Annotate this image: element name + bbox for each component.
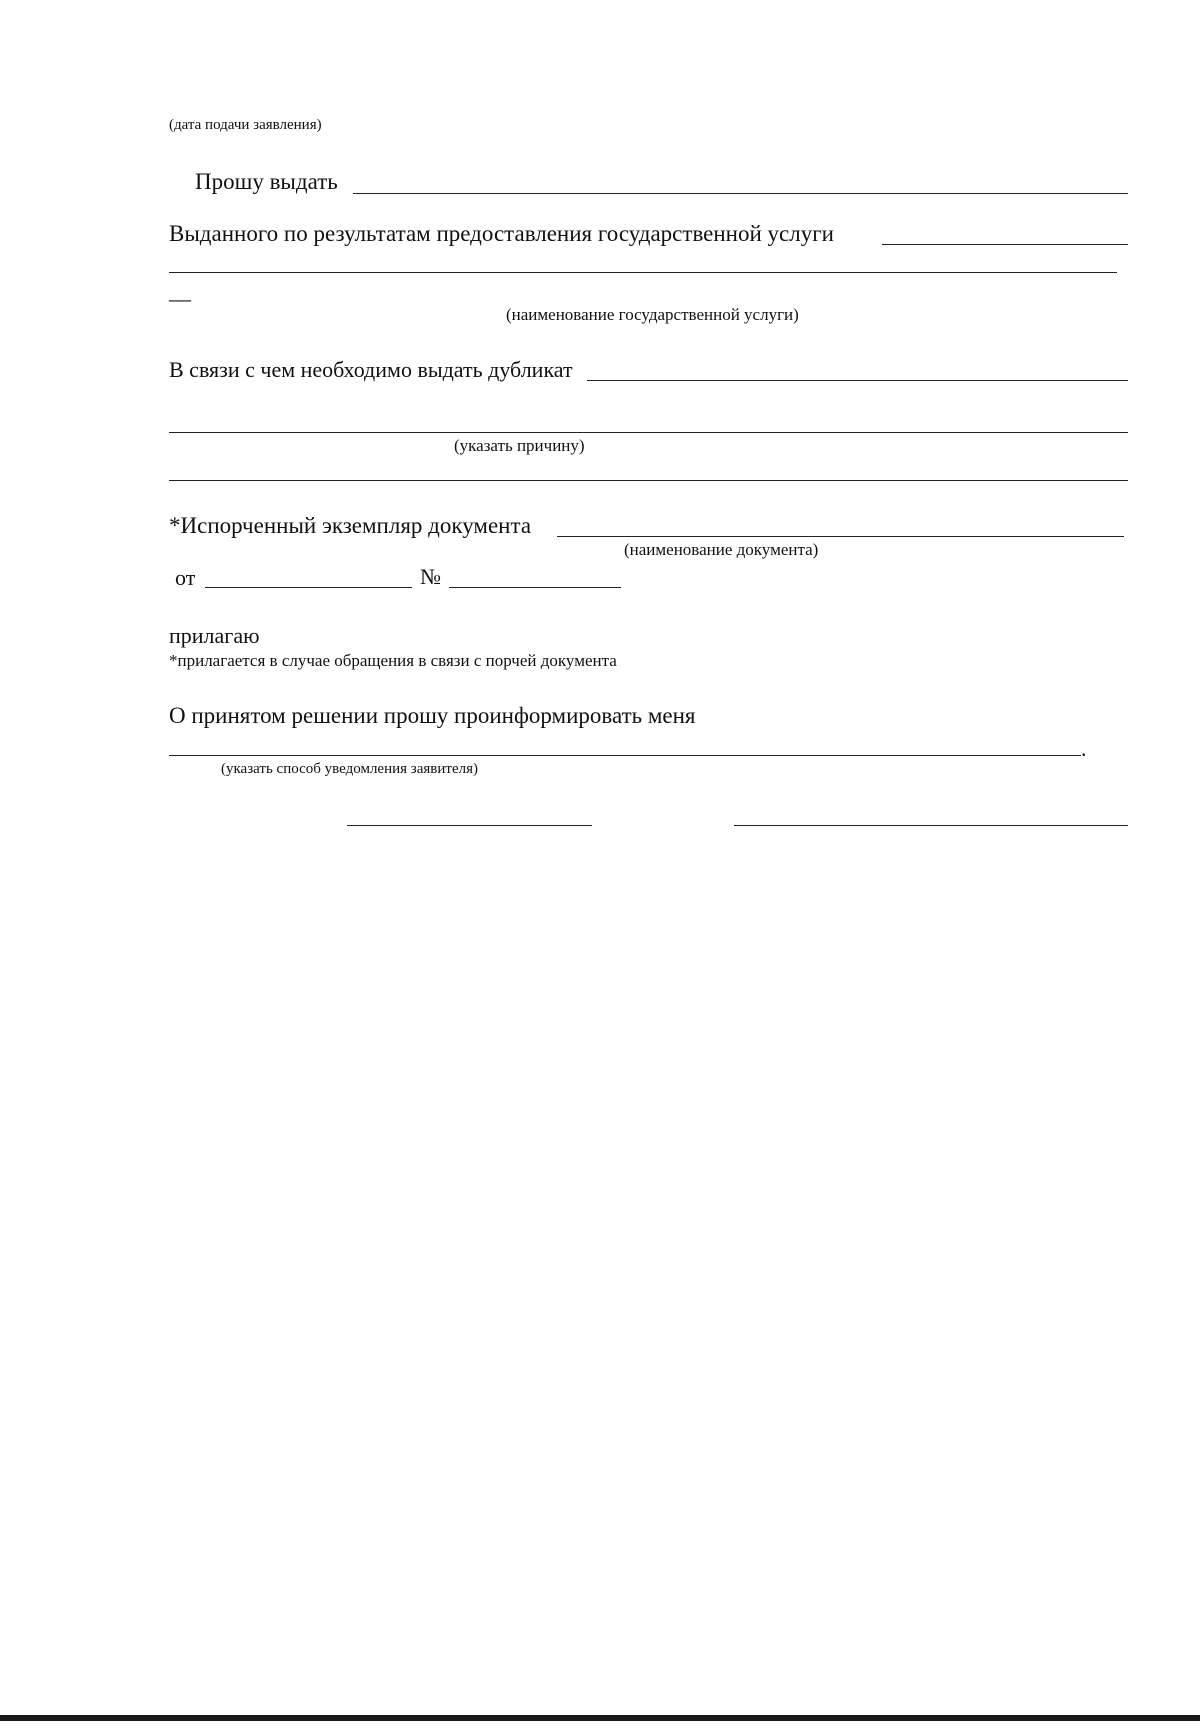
document-field-line[interactable] <box>557 536 1124 537</box>
service-field-line-2[interactable] <box>169 272 1117 273</box>
signature-line[interactable] <box>347 825 592 826</box>
date-caption: (дата подачи заявления) <box>169 117 322 133</box>
service-caption: (наименование государственной услуги) <box>506 305 799 324</box>
notify-field-line[interactable] <box>169 755 1081 756</box>
page-bottom-edge <box>0 1715 1200 1721</box>
notify-caption: (указать способ уведомления заявителя) <box>221 761 478 777</box>
duplicate-label: В связи с чем необходимо выдать дубликат <box>169 357 573 382</box>
request-field-line[interactable] <box>353 193 1128 194</box>
request-label: Прошу выдать <box>195 169 338 194</box>
service-field-line-1[interactable] <box>882 244 1128 245</box>
number-label: № <box>420 564 441 589</box>
issued-label: Выданного по результатам предоставления государственной услуги <box>169 221 834 246</box>
attach-label: прилагаю <box>169 623 260 648</box>
reason-caption: (указать причину) <box>454 436 585 455</box>
notify-label: О принятом решении прошу проинформировать меня <box>169 703 696 728</box>
date-field-line[interactable] <box>205 587 412 588</box>
from-label: от <box>175 565 196 590</box>
attach-note: *прилагается в случае обращения в связи с порчей документа <box>169 651 617 670</box>
document-caption: (наименование документа) <box>624 540 819 559</box>
damaged-label: *Испорченный экземпляр документа <box>169 513 532 538</box>
dash-mark: — <box>169 286 191 311</box>
reason-field-line[interactable] <box>169 432 1128 433</box>
period-mark: . <box>1081 736 1087 761</box>
number-field-line[interactable] <box>449 587 621 588</box>
signature-name-line[interactable] <box>734 825 1128 826</box>
duplicate-field-line[interactable] <box>587 380 1128 381</box>
reason-field-line-2[interactable] <box>169 480 1128 481</box>
